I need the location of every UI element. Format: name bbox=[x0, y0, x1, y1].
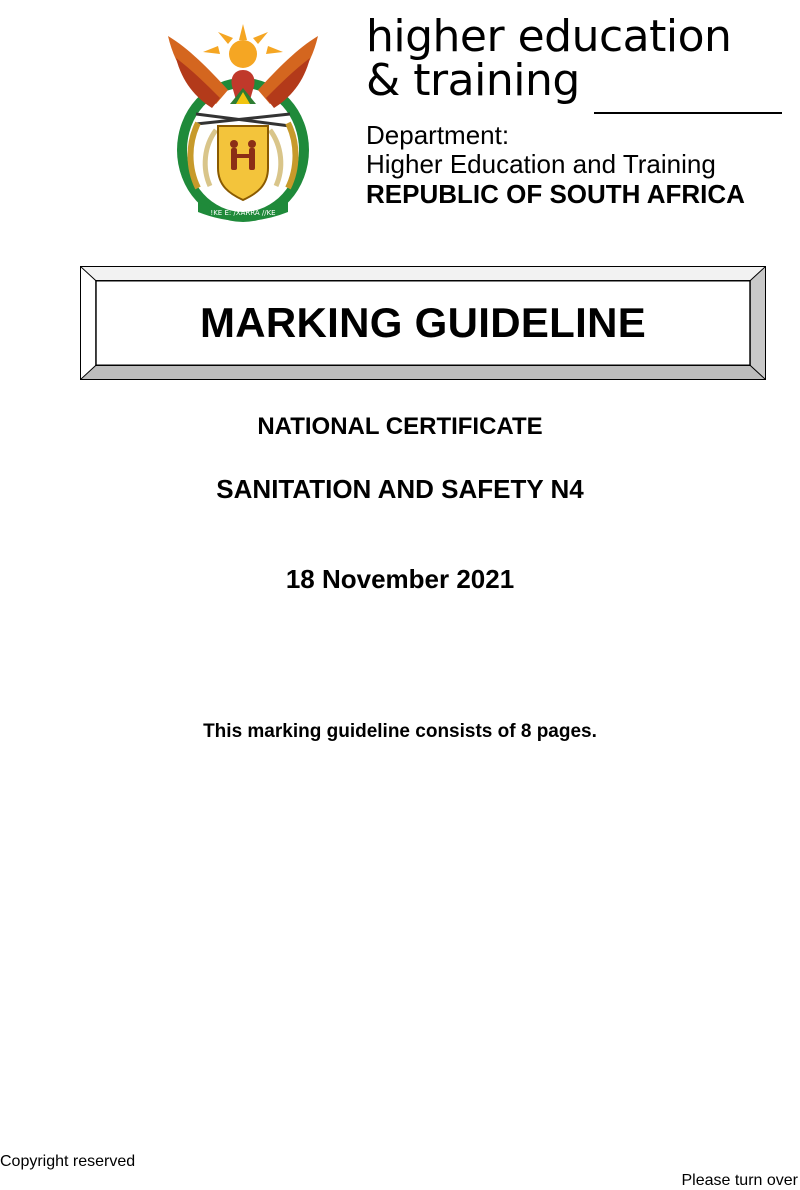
copyright-footer: Copyright reserved bbox=[0, 1153, 136, 1170]
turn-over-footer: Please turn over bbox=[681, 1172, 798, 1189]
department-block bbox=[366, 121, 745, 209]
brand-block bbox=[366, 11, 786, 106]
coat-of-arms-logo bbox=[158, 18, 328, 226]
subject-heading: SANITATION AND SAFETY N4 bbox=[216, 474, 584, 504]
country-name: REPUBLIC OF SOUTH AFRICA bbox=[366, 179, 745, 209]
title-box bbox=[80, 266, 766, 380]
document-title: MARKING GUIDELINE bbox=[199, 299, 647, 346]
department-name: Higher Education and Training bbox=[366, 149, 716, 179]
department-label: Department: bbox=[366, 120, 510, 150]
certificate-heading: NATIONAL CERTIFICATE bbox=[257, 413, 543, 440]
page-count-note: This marking guideline consists of 8 pages. bbox=[203, 721, 597, 742]
brand-line-1: higher education bbox=[366, 11, 732, 62]
exam-date: 18 November 2021 bbox=[285, 564, 515, 594]
crest-motto: !KE E: /XARRA //KE bbox=[210, 209, 276, 217]
brand-line-2: & training bbox=[366, 55, 580, 106]
brand-underline bbox=[594, 112, 782, 114]
